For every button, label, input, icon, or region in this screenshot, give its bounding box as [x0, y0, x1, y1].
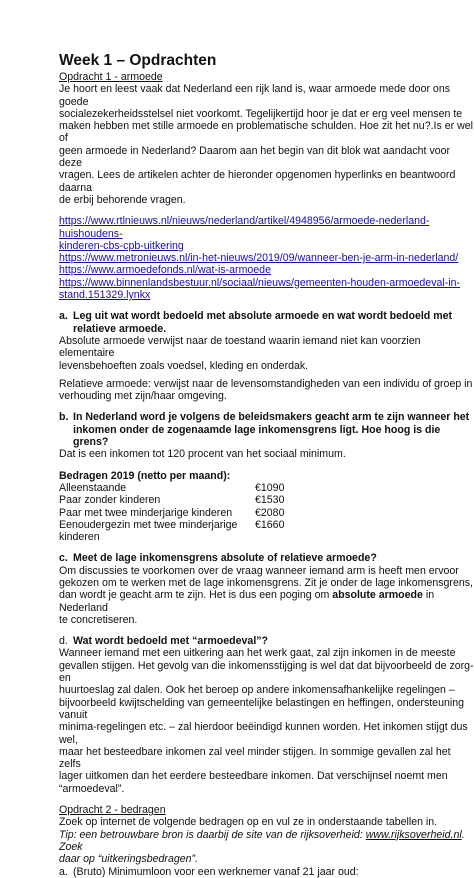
section-heading-opdracht-2: Opdracht 2 - bedragen	[59, 804, 166, 817]
opdracht2-instruction: Zoek op internet de volgende bedragen op en vul ze in onderstaande tabellen in.	[59, 816, 438, 829]
opdracht2-tip-line2: daar op “uitkeringsbedragen”.	[59, 853, 198, 866]
question-text: relatieve armoede.	[73, 322, 167, 335]
answer-line: huurtoeslag zal dalen. Ook het beroep op andere inkomensafhankelijke regelingen –	[59, 684, 455, 697]
question-text: Leg uit wat wordt bedoeld met absolute armoede en wat wordt bedoeld met	[73, 310, 453, 323]
answer-line: minima-regelingen etc. – zal hierdoor beëindigd kunnen worden. Het inkomen stijgt dus wel,	[59, 721, 468, 746]
answer-line: verhouding met zijn/haar omgeving.	[59, 390, 227, 403]
row-label: Paar zonder kinderen	[59, 494, 161, 507]
question-text: In Nederland word je volgens de beleidsmakers geacht arm te zijn wanneer het	[73, 411, 470, 424]
bedragen-table	[59, 482, 284, 543]
table-row	[59, 507, 284, 519]
question-a	[59, 310, 474, 335]
question-number: a.	[59, 310, 68, 323]
question-text: Meet de lage inkomensgrens absolute of relatieve armoede?	[73, 552, 377, 565]
row-label: Alleenstaande	[59, 481, 127, 494]
intro-line: geen armoede in Nederland? Daarom aan het begin van dit blok wat aandacht voor deze	[59, 144, 451, 170]
answer-line: Om discussies te voorkomen over de vraag wanneer iemand arm is heeft men ervoor	[59, 564, 459, 577]
hyperlink-binnenlandsbestuur-cont[interactable]: stand.151329.lynkx	[59, 289, 151, 302]
question-text: Wat wordt bedoeld met “armoedeval”?	[73, 635, 269, 648]
section-heading-opdracht-1: Opdracht 1 - armoede	[59, 71, 163, 83]
answer-a-absolute	[59, 335, 474, 372]
row-label: Eenoudergezin met twee minderjarige kinderen	[59, 518, 238, 544]
answer-b: Dat is een inkomen tot 120 procent van het sociaal minimum.	[59, 448, 346, 461]
row-value: €1090	[255, 481, 285, 494]
tip-text: Tip: een betrouwbare bron is daarbij de site van de rijksoverheid:	[59, 828, 366, 841]
answer-c	[59, 565, 474, 626]
table-row	[59, 494, 284, 506]
answer-a-relative	[59, 378, 474, 403]
answer-text: in Nederland	[59, 589, 435, 614]
answer-line: bijvoorbeeld kwijtschelding van gemeentelijke belastingen en heffingen, ondersteuning vanuit	[59, 696, 464, 721]
bedragen-heading: Bedragen 2019 (netto per maand):	[59, 469, 231, 482]
answer-text: dan wordt je geacht arm te zijn. Het is dus een poging om	[59, 589, 333, 602]
answer-line: levensbehoeften zoals voedsel, kleding en onderdak.	[59, 359, 309, 372]
question-d	[59, 635, 474, 647]
hyperlink-binnenlandsbestuur[interactable]: https://www.binnenlandsbestuur.nl/sociaal/nieuws/gemeenten-houden-armoedeval-in-	[59, 276, 461, 289]
answer-line: te concretiseren.	[59, 613, 138, 626]
answer-line: gevallen stijgen. Het gevolg van die inkomensstijging is wel dat dat bijvoorbeeld de zorg- en	[59, 659, 474, 685]
intro-line: maken hebben met stille armoede en problematische schulden. Hoe zit het nu?.Is er wel of	[59, 120, 473, 145]
question-number: c.	[59, 552, 68, 565]
rijksoverheid-link[interactable]: www.rijksoverheid.nl	[365, 828, 462, 841]
question-text: inkomen onder de zogenaamde lage inkomensgrens ligt. Hoe hoog is die grens?	[73, 423, 441, 449]
table-row	[59, 482, 284, 494]
intro-line: vragen. Lees de artikelen achter de hieronder opgenomen hyperlinks en beantwoord daarna	[59, 169, 456, 194]
answer-line: gekozen om te werken met de lage inkomensgrens. Zit je onder de lage inkomensgrens,	[59, 576, 473, 589]
row-value: €2080	[255, 506, 285, 519]
opdracht2-item-a	[59, 866, 474, 878]
row-label: Paar met twee minderjarige kinderen	[59, 506, 233, 519]
answer-line: Wanneer iemand met een uitkering aan het werk gaat, zal zijn inkomen in de meeste	[59, 647, 456, 660]
hyperlink-armoedefonds[interactable]: https://www.armoedefonds.nl/wat-is-armoede	[59, 264, 271, 277]
page-title: Week 1 – Opdrachten	[59, 52, 217, 69]
row-value: €1660	[255, 518, 285, 531]
question-number: d.	[59, 635, 68, 648]
answer-line: Absolute armoede verwijst naar de toestand waarin iemand niet kan voorzien elementaire	[59, 334, 421, 360]
intro-line: socialezekerheidsstelsel niet voorkomt. Tegelijkertijd hoor je dat er erg veel mensen te	[59, 107, 463, 120]
hyperlink-metronieuws[interactable]: https://www.metronieuws.nl/in-het-nieuws/2019/09/wanneer-ben-je-arm-in-nederland/	[59, 252, 459, 265]
question-c	[59, 552, 474, 564]
answer-line: maar het besteedbare inkomen zal veel minder stijgen. In sommige gevallen zal het zelfs	[59, 745, 451, 771]
intro-line: Je hoort en leest vaak dat Nederland een rijk land is, waar armoede mede door ons goede	[59, 83, 451, 108]
answer-line	[59, 589, 474, 614]
intro-paragraph	[59, 83, 474, 206]
hyperlink-rtlnieuws-cont[interactable]: kinderen-cbs-cpb-uitkering	[59, 239, 184, 252]
answer-line: Relatieve armoede: verwijst naar de levensomstandigheden van een individu of groep in	[59, 377, 473, 390]
answer-line: lager uitkomen dan het eerdere besteedbare inkomen. Dat verschijnsel noemt men	[59, 770, 448, 783]
links-list	[59, 215, 474, 301]
answer-emphasis: absolute armoede	[332, 589, 423, 602]
tip-text: . Zoek	[59, 828, 465, 853]
hyperlink-rtlnieuws[interactable]: https://www.rtlnieuws.nl/nieuws/nederland/artikel/4948956/armoede-nederland-huishoudens-	[59, 215, 430, 240]
opdracht2-tip	[59, 829, 474, 854]
question-number: b.	[59, 411, 69, 424]
row-value: €1530	[255, 494, 285, 507]
item-text: (Bruto) Minimumloon voor een werknemer vanaf 21 jaar oud:	[73, 865, 359, 878]
question-b	[59, 411, 474, 448]
intro-line: de erbij behorende vragen.	[59, 193, 186, 206]
table-row	[59, 519, 284, 544]
item-number: a.	[59, 865, 68, 878]
answer-line: “armoedeval”.	[59, 782, 125, 795]
